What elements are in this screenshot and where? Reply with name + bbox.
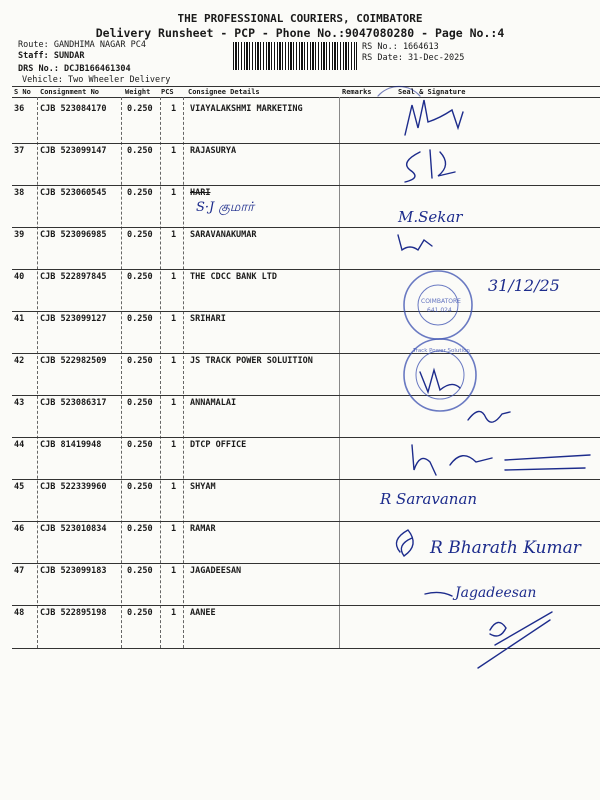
signature-row47 xyxy=(425,592,452,596)
signature-row46 xyxy=(396,530,413,556)
col-weight: Weight xyxy=(125,88,151,96)
handwritten-signature-row47: Jagadeesan xyxy=(455,585,537,601)
row-sno: 48 xyxy=(14,608,25,618)
row-pcs: 1 xyxy=(171,188,177,198)
vehicle: Vehicle: Two Wheeler Delivery xyxy=(22,75,171,85)
signature-row36 xyxy=(405,100,463,135)
row-consignee: SHYAM xyxy=(190,482,216,492)
row-pcs: 1 xyxy=(171,608,177,618)
rs-date: RS Date: 31-Dec-2025 xyxy=(362,53,465,63)
row-consignment: CJB 523099183 xyxy=(40,566,107,576)
signature-row44 xyxy=(412,445,590,475)
signature-row39-b xyxy=(398,235,432,250)
row-pcs: 1 xyxy=(171,146,177,156)
row-sno: 40 xyxy=(14,272,25,282)
row-pcs: 1 xyxy=(171,524,177,534)
row-consignee: DTCP OFFICE xyxy=(190,440,247,450)
drs-number: DRS No.: DCJB166461304 xyxy=(18,64,131,74)
row-weight: 0.250 xyxy=(127,314,153,324)
row-weight: 0.250 xyxy=(127,398,153,408)
row-pcs: 1 xyxy=(171,104,177,114)
signature-row42 xyxy=(420,370,460,392)
row-consignment: CJB 523099127 xyxy=(40,314,107,324)
col-remarks: Remarks xyxy=(342,88,372,96)
company-stamp-inner xyxy=(416,351,464,399)
col-consignee: Consignee Details xyxy=(188,88,260,96)
row-consignment: CJB 523084170 xyxy=(40,104,107,114)
row-consignee: HARI xyxy=(190,188,211,198)
bank-stamp xyxy=(404,271,472,339)
row-consignment: CJB 522339960 xyxy=(40,482,107,492)
handwritten-signature-row39: M.Sekar xyxy=(398,208,463,226)
handwritten-date-row40: 31/12/25 xyxy=(488,276,560,295)
row-consignment: CJB 523060545 xyxy=(40,188,107,198)
route: Route: GANDHIMA NAGAR PC4 xyxy=(18,40,146,50)
row-consignment: CJB 523096985 xyxy=(40,230,107,240)
company-title: THE PROFESSIONAL COURIERS, COIMBATORE xyxy=(177,12,423,25)
row-pcs: 1 xyxy=(171,272,177,282)
row-consignment: CJB 81419948 xyxy=(40,440,102,450)
col-sno: S No xyxy=(14,88,31,96)
bank-stamp-pin: 641 024 xyxy=(427,307,452,314)
row-consignment: CJB 523099147 xyxy=(40,146,107,156)
row-pcs: 1 xyxy=(171,440,177,450)
row-weight: 0.250 xyxy=(127,146,153,156)
row-weight: 0.250 xyxy=(127,188,153,198)
handwritten-name-row45: R Saravanan xyxy=(380,490,478,508)
col-consignment: Consignment No xyxy=(40,88,100,96)
row-sno: 41 xyxy=(14,314,25,324)
row-weight: 0.250 xyxy=(127,440,153,450)
row-consignment: CJB 522982509 xyxy=(40,356,107,366)
row-sno: 46 xyxy=(14,524,25,534)
signature-row43 xyxy=(468,411,510,422)
row-sno: 47 xyxy=(14,566,25,576)
row-consignee: ANNAMALAI xyxy=(190,398,237,408)
handwritten-note-row38: S·J குமார் xyxy=(196,200,254,215)
row-sno: 38 xyxy=(14,188,25,198)
row-sno: 36 xyxy=(14,104,25,114)
stamp-fragment xyxy=(378,87,420,96)
col-pcs: PCS xyxy=(161,88,174,96)
row-consignee: JS TRACK POWER SOLUITION xyxy=(190,356,313,366)
row-sno: 45 xyxy=(14,482,25,492)
bank-stamp-inner xyxy=(418,285,458,325)
row-weight: 0.250 xyxy=(127,272,153,282)
row-consignment: CJB 522895198 xyxy=(40,608,107,618)
row-pcs: 1 xyxy=(171,566,177,576)
row-weight: 0.250 xyxy=(127,104,153,114)
row-sno: 42 xyxy=(14,356,25,366)
row-weight: 0.250 xyxy=(127,608,153,618)
row-pcs: 1 xyxy=(171,314,177,324)
staff: Staff: SUNDAR xyxy=(18,51,85,61)
row-pcs: 1 xyxy=(171,356,177,366)
row-consignment: CJB 523086317 xyxy=(40,398,107,408)
row-pcs: 1 xyxy=(171,230,177,240)
row-sno: 43 xyxy=(14,398,25,408)
col-seal: Seal & Signature xyxy=(398,88,466,96)
row-weight: 0.250 xyxy=(127,566,153,576)
row-sno: 39 xyxy=(14,230,25,240)
row-consignee: SARAVANAKUMAR xyxy=(190,230,257,240)
bank-stamp-text: COIMBATORE xyxy=(421,298,461,305)
row-pcs: 1 xyxy=(171,482,177,492)
handwritten-name-row46: R Bharath Kumar xyxy=(430,538,581,558)
row-consignment: CJB 523010834 xyxy=(40,524,107,534)
row-sno: 37 xyxy=(14,146,25,156)
row-consignee: RAMAR xyxy=(190,524,216,534)
row-weight: 0.250 xyxy=(127,482,153,492)
row-consignee: AANEE xyxy=(190,608,216,618)
row-sno: 44 xyxy=(14,440,25,450)
row-pcs: 1 xyxy=(171,398,177,408)
signature-row37 xyxy=(405,150,455,182)
rs-number: RS No.: 1664613 xyxy=(362,42,439,52)
company-stamp-text: Track Power Solution xyxy=(413,348,470,354)
row-consignee: THE CDCC BANK LTD xyxy=(190,272,277,282)
runsheet-title: Delivery Runsheet - PCP - Phone No.:9047080280 - Page No.:4 xyxy=(95,26,505,40)
row-consignee: SRIHARI xyxy=(190,314,226,324)
row-weight: 0.250 xyxy=(127,356,153,366)
row-consignment: CJB 522897845 xyxy=(40,272,107,282)
row-consignee: RAJASURYA xyxy=(190,146,237,156)
row-consignee: JAGADEESAN xyxy=(190,566,242,576)
signature-row48 xyxy=(478,612,552,668)
row-weight: 0.250 xyxy=(127,524,153,534)
row-consignee: VIAYALAKSHMI MARKETING xyxy=(190,104,303,114)
row-weight: 0.250 xyxy=(127,230,153,240)
